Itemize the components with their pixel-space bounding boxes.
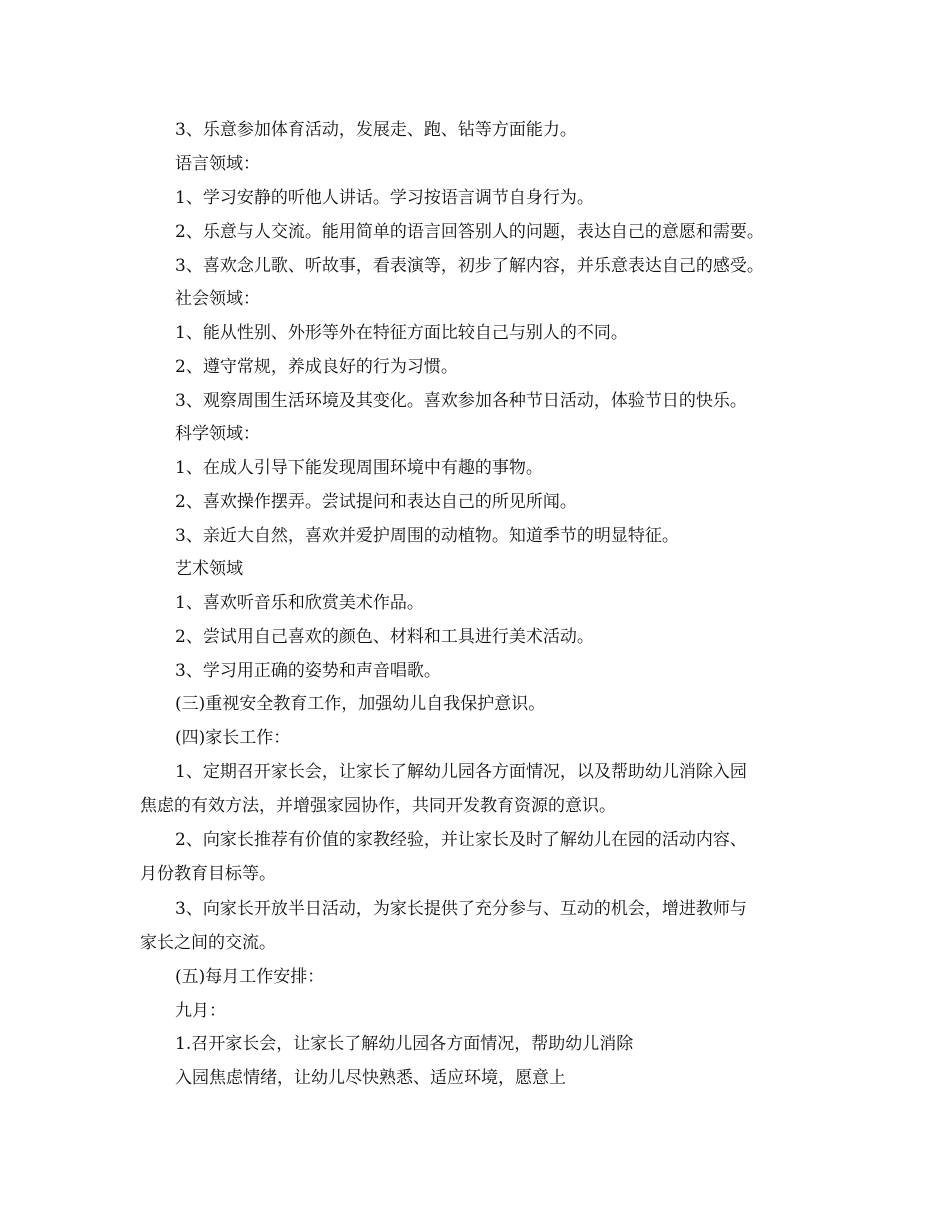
text-line: 3、观察周围生活环境及其变化。喜欢参加各种节日活动，体验节日的快乐。 xyxy=(175,391,747,411)
paragraph-line: 焦虑的有效方法，并增强家园协作，共同开发教育资源的意识。 xyxy=(140,796,616,816)
section-heading-science: 科学领域： xyxy=(175,424,260,444)
text-line: 2、尝试用自己喜欢的颜色、材料和工具进行美术活动。 xyxy=(175,627,594,647)
text-line: 1.召开家长会，让家长了解幼儿园各方面情况，帮助幼儿消除 xyxy=(175,1034,634,1054)
text-line: 3、学习用正确的姿势和声音唱歌。 xyxy=(175,661,441,681)
text-line: 入园焦虑情绪，让幼儿尽快熟悉、适应环境，愿意上 xyxy=(175,1068,566,1088)
section-heading-language: 语言领域： xyxy=(175,154,260,174)
text-line: 1、能从性别、外形等外在特征方面比较自己与别人的不同。 xyxy=(175,323,628,343)
text-line: 1、喜欢听音乐和欣赏美术作品。 xyxy=(175,593,424,613)
section-heading-safety: (三)重视安全教育工作，加强幼儿自我保护意识。 xyxy=(175,694,546,714)
text-line: 3、乐意参加体育活动，发展走、跑、钻等方面能力。 xyxy=(175,120,577,140)
paragraph-line: 月份教育目标等。 xyxy=(140,864,276,884)
text-line: 3、亲近大自然，喜欢并爱护周围的动植物。知道季节的明显特征。 xyxy=(175,526,679,546)
paragraph-line: 2、向家长推荐有价值的家教经验，并让家长及时了解幼儿在园的活动内容、 xyxy=(175,830,747,850)
paragraph-line: 家长之间的交流。 xyxy=(140,933,276,953)
section-heading-monthly: (五)每月工作安排： xyxy=(175,967,325,987)
text-line: 2、遵守常规，养成良好的行为习惯。 xyxy=(175,357,458,377)
month-heading-september: 九月： xyxy=(175,1001,226,1021)
text-line: 3、喜欢念儿歌、听故事，看表演等，初步了解内容，并乐意表达自己的感受。 xyxy=(175,256,764,276)
text-line: 2、喜欢操作摆弄。尝试提问和表达自己的所见所闻。 xyxy=(175,492,577,512)
section-heading-art: 艺术领域 xyxy=(175,559,243,579)
text-line: 1、学习安静的听他人讲话。学习按语言调节自身行为。 xyxy=(175,188,594,208)
paragraph-line: 1、定期召开家长会，让家长了解幼儿园各方面情况，以及帮助幼儿消除入园 xyxy=(175,762,747,782)
text-line: 2、乐意与人交流。能用简单的语言回答别人的问题，表达自己的意愿和需要。 xyxy=(175,222,764,242)
section-heading-parents: (四)家长工作： xyxy=(175,728,291,748)
section-heading-social: 社会领域： xyxy=(175,289,260,309)
text-line: 1、在成人引导下能发现周围环境中有趣的事物。 xyxy=(175,458,543,478)
paragraph-line: 3、向家长开放半日活动，为家长提供了充分参与、互动的机会，增进教师与 xyxy=(175,899,747,919)
